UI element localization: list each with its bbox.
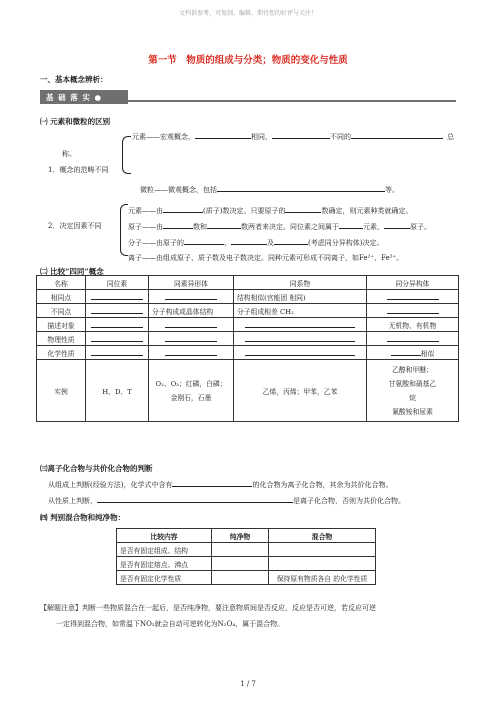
cell (86, 304, 149, 318)
sec1-line-c: 元素——由 (质子)数决定。只要原子的 数确定，则元素种类就确定。 (128, 207, 413, 215)
four-same-table (36, 275, 459, 422)
sec1-line-e: 分子——由原子的 、 及 (考虑同分异构体)决定。 (128, 239, 384, 247)
sec1-line-b: 微粒——微观概念，包括 等。 (140, 186, 399, 194)
row-label: 实例 (37, 360, 86, 422)
sec2-title: ㈡ 比较“四同”概念 (40, 267, 104, 276)
cell (86, 318, 149, 332)
row-label: 不同点 (37, 304, 86, 318)
cell (149, 346, 234, 360)
row-label: 是否有固定组成、结构 (117, 543, 212, 557)
cell (86, 332, 149, 346)
cell (367, 304, 459, 318)
note-line1: 【解题注意】判断一些物质混合在一起后，是否纯净物，要注意物质间是否反应，反应是否可逆，若反应可逆 (40, 604, 376, 612)
th-content: 比较内容 (117, 529, 212, 543)
cell: 无机物、有机物 (367, 318, 459, 332)
th-isotope: 同位素 (86, 276, 149, 290)
cell (86, 346, 149, 360)
cell (234, 318, 367, 332)
th-allotrope: 同素异形体 (149, 276, 234, 290)
table-header-row (117, 529, 376, 543)
cell (149, 290, 234, 304)
sec3-line1: 从组成上判断(经验方法)，化学式中含有 的化合物为离子化合物，其余为共价化合物。 (48, 481, 393, 489)
table-row (37, 318, 459, 332)
table-row (117, 557, 376, 571)
th-mixture: 混合物 (269, 529, 376, 543)
sec1-item2: 2．决定因素不同 (48, 222, 102, 230)
cell: 保持原有物质各自 的化学性质 (269, 571, 376, 585)
sec1-line-f: 离子——由组成原子、质子数及电子数决定。同种元素可形成不同离子，如Fe²⁺、Fe³⁺。 (128, 254, 404, 262)
table-header-row (37, 276, 459, 290)
cell: 结构相似(官能团 相同) (234, 290, 367, 304)
banner-label: 基 础 落 实 ● (46, 93, 102, 102)
row-label: 描述对象 (37, 318, 86, 332)
th-name: 名称 (37, 276, 86, 290)
row-label: 物理性质 (37, 332, 86, 346)
row-label: 相同点 (37, 290, 86, 304)
page-number: 1 / 7 (240, 680, 256, 688)
sec1-line-a: 元素——宏观概念， 相同， 不同的 总 (132, 133, 454, 141)
cell: 分子构成或晶体结构 (149, 304, 234, 318)
cell (149, 332, 234, 346)
brace-1 (122, 136, 131, 174)
row-label: 是否有固定熔点、沸点 (117, 557, 212, 571)
cell (212, 557, 269, 571)
watermark: 文档供参考，可复制、编辑，期待您的好评与关注！ (178, 10, 317, 17)
cell (367, 290, 459, 304)
sec1-line-a2: 称。 (62, 150, 76, 158)
cell (212, 543, 269, 557)
cell: 乙烯，丙烯；甲苯，乙苯 (234, 360, 367, 422)
cell (367, 332, 459, 346)
sec1-title: ㈠ 元素和微粒的区别 (40, 117, 111, 126)
table-row (37, 290, 459, 304)
sec4-title: ㈣ 判别混合物和纯净物： (40, 513, 126, 522)
table-row (37, 332, 459, 346)
table-row (37, 346, 459, 360)
sec1-item1: 1．概念的范畴不同 (48, 166, 109, 174)
cell: H、D、T (86, 360, 149, 422)
cell (86, 290, 149, 304)
row-label: 是否有固定化学性质 (117, 571, 212, 585)
cell (269, 543, 376, 557)
note-line2: 一定得到混合物，如常温下NO₂就会自动可逆转化为N₂O₄，属于混合物。 (56, 620, 285, 628)
cell (234, 332, 367, 346)
cell: 相似 (367, 346, 459, 360)
sec3-line2: 从性质上判断， 是离子化合物，否则为共价化合物。 (48, 497, 405, 505)
sec3-title: ㈢离子化合物与共价化合物的判断 (40, 464, 153, 473)
mixture-table (116, 528, 376, 585)
section-heading: 一、基本概念辨析： (40, 75, 108, 84)
th-pure: 纯净物 (212, 529, 269, 543)
cell: 乙醇和甲醚； 甘氨酸和硝基乙 烷 氰酸铵和尿素 (367, 360, 459, 422)
sec1-line-d: 原子——由 数和 数两者来决定。同位素之间属于 元素， 原子。 (128, 223, 431, 231)
page-title: 第一节 物质的组成与分类；物质的变化与性质 (148, 55, 348, 66)
cell (269, 557, 376, 571)
cell (212, 571, 269, 585)
th-isomer: 同分异构体 (367, 276, 459, 290)
th-homolog: 同系物 (234, 276, 367, 290)
section-banner (40, 90, 456, 104)
brace-2 (120, 204, 128, 256)
table-row (37, 360, 459, 422)
banner-rule (128, 100, 456, 102)
cell: 分子组成相差 CH₂ (234, 304, 367, 318)
cell (149, 318, 234, 332)
table-row (37, 304, 459, 318)
table-row (117, 571, 376, 585)
row-label: 化学性质 (37, 346, 86, 360)
table-row (117, 543, 376, 557)
cell: O₂、O₃；红磷，白磷； 金刚石，石墨 (149, 360, 234, 422)
cell (234, 346, 367, 360)
